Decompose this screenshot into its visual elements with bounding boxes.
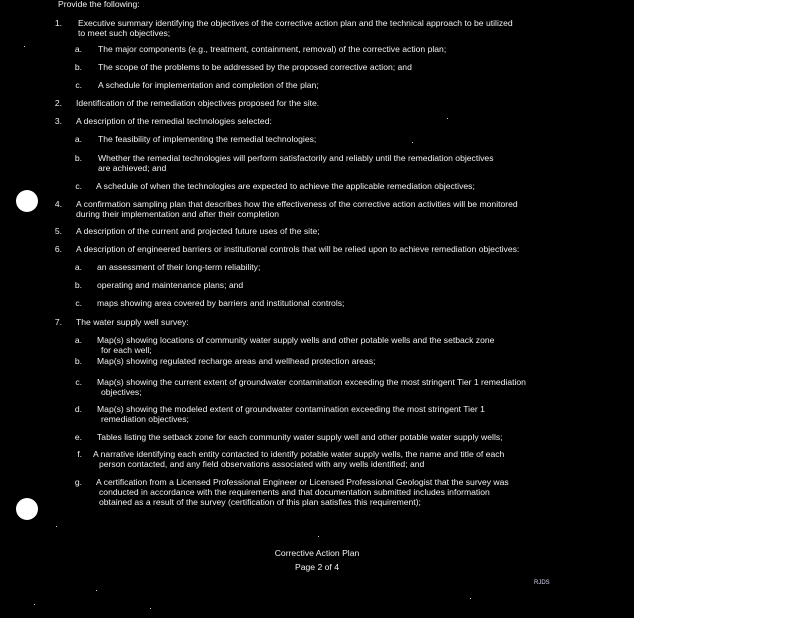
- item-text: The scope of the problems to be addressed by the proposed corrective action; and: [98, 62, 412, 72]
- item-text: A description of the remedial technologies selected:: [76, 116, 272, 126]
- item-text-continued: objectives;: [101, 387, 142, 397]
- item-text: Executive summary identifying the objectives of the corrective action plan and the technical approach to be utilized: [78, 18, 513, 28]
- item-number: b.: [74, 280, 82, 290]
- item-text: Map(s) showing locations of community water supply wells and other potable wells and the setback zone: [97, 335, 495, 345]
- item-number: 5.: [54, 226, 62, 236]
- item-number: c.: [75, 181, 82, 191]
- item-text: Map(s) showing the current extent of groundwater contamination exceeding the most stringent Tier 1 remediation: [97, 377, 526, 387]
- footer-page-number: Page 2 of 4: [295, 562, 339, 572]
- item-text-continued: for each well;: [101, 345, 152, 355]
- item-text: A schedule for implementation and completion of the plan;: [98, 80, 319, 90]
- item-text-continued: obtained as a result of the survey (certification of this plan satisfies this requirement);: [99, 497, 421, 507]
- item-text: A narrative identifying each entity contacted to identify potable water supply wells, the name and title of each: [93, 449, 505, 459]
- item-text: Tables listing the setback zone for each community water supply well and other potable water supply wells;: [97, 432, 503, 442]
- item-number: a.: [74, 335, 82, 345]
- item-text: Whether the remedial technologies will perform satisfactorily and reliably until the remediation objectives: [98, 153, 494, 163]
- scan-stamp: RJDS: [534, 580, 550, 586]
- item-text-continued: to meet such objectives;: [78, 28, 171, 38]
- item-number: 1.: [54, 18, 62, 28]
- intro-line: Provide the following:: [58, 0, 140, 9]
- item-text: A description of the current and projected future uses of the site;: [76, 226, 320, 236]
- item-text: Identification of the remediation objectives proposed for the site.: [76, 98, 320, 108]
- item-text: Map(s) showing regulated recharge areas and wellhead protection areas;: [97, 356, 376, 366]
- item-text: an assessment of their long-term reliability;: [97, 262, 261, 272]
- item-number: 4.: [54, 199, 62, 209]
- punch-hole-upper: [16, 190, 38, 212]
- item-number: e.: [74, 432, 82, 442]
- item-number: 7.: [54, 317, 62, 327]
- item-number: d.: [74, 404, 82, 414]
- item-number: b.: [74, 62, 82, 72]
- item-text: A description of engineered barriers or institutional controls that will be relied upon to achieve remediation objectives:: [76, 244, 520, 254]
- footer-title: Corrective Action Plan: [274, 548, 360, 558]
- item-number: b.: [74, 356, 82, 366]
- item-number: f.: [77, 449, 82, 459]
- item-text-continued: during their implementation and after their completion: [76, 209, 280, 219]
- item-number: 2.: [54, 98, 62, 108]
- item-text: maps showing area covered by barriers and institutional controls;: [97, 298, 345, 308]
- item-text-continued: person contacted, and any field observations associated with any wells identified; and: [99, 459, 425, 469]
- item-number: c.: [75, 298, 82, 308]
- item-text-continued: conducted in accordance with the requirements and that documentation submitted includes information: [99, 487, 490, 497]
- item-number: 3.: [54, 116, 62, 126]
- item-number: b.: [74, 153, 82, 163]
- item-text-continued: remediation objectives;: [101, 414, 189, 424]
- item-number: c.: [75, 80, 82, 90]
- item-text: Map(s) showing the modeled extent of groundwater contamination exceeding the most stringent Tier 1: [97, 404, 485, 414]
- item-text: The water supply well survey:: [76, 317, 189, 327]
- item-number: a.: [74, 44, 82, 54]
- item-text: operating and maintenance plans; and: [97, 280, 244, 290]
- item-text: A schedule of when the technologies are expected to achieve the applicable remediation objectives;: [96, 181, 475, 191]
- item-text-continued: are achieved; and: [98, 163, 167, 173]
- punch-hole-lower: [16, 498, 38, 520]
- item-number: g.: [74, 477, 82, 487]
- item-number: 6.: [54, 244, 62, 254]
- item-text: A confirmation sampling plan that describes how the effectiveness of the corrective action activities will be monitored: [76, 199, 518, 209]
- item-text: The major components (e.g., treatment, containment, removal) of the corrective action plan;: [98, 44, 447, 54]
- item-number: a.: [74, 134, 82, 144]
- item-number: a.: [74, 262, 82, 272]
- item-text: A certification from a Licensed Professional Engineer or Licensed Professional Geologist that the survey was: [96, 477, 509, 487]
- item-text: The feasibility of implementing the remedial technologies;: [98, 134, 317, 144]
- item-number: c.: [75, 377, 82, 387]
